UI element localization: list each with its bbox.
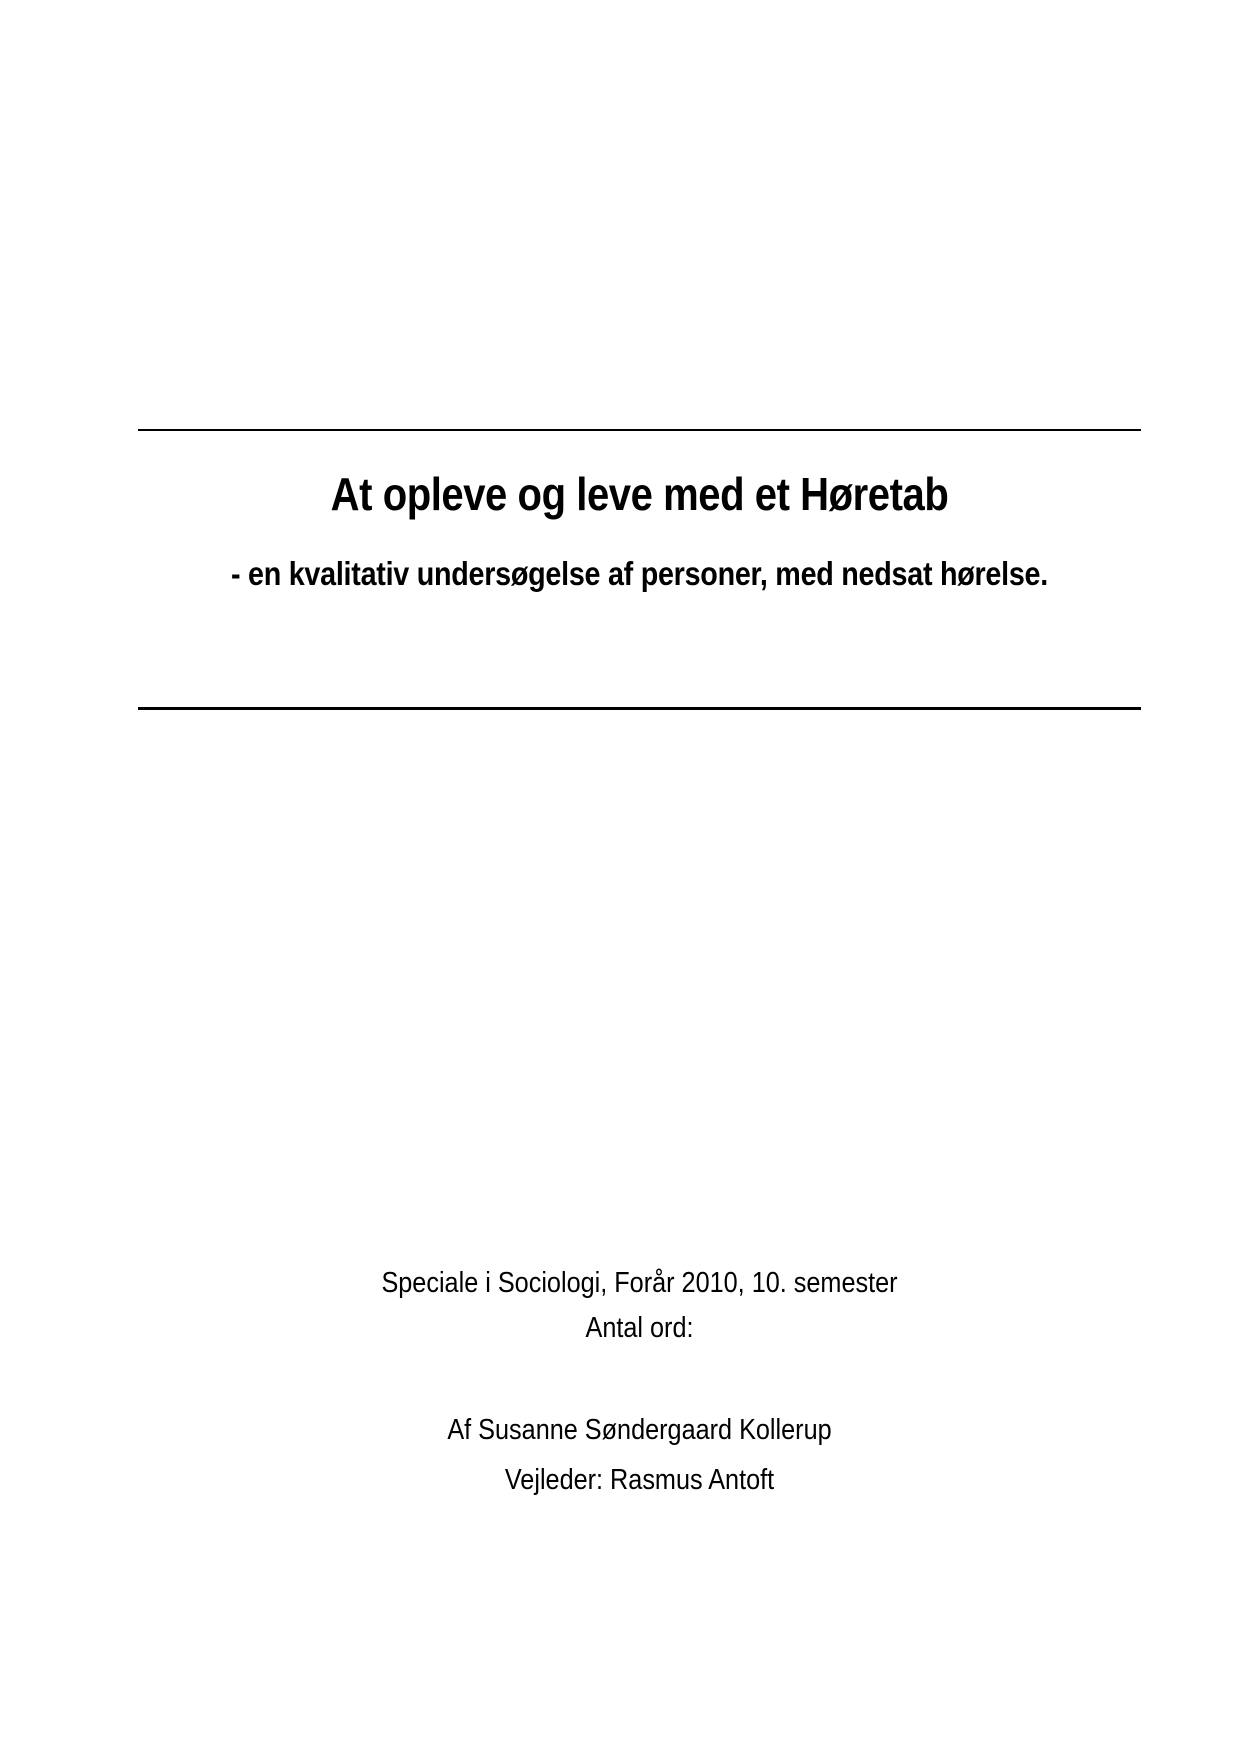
word-count-label: Antal ord: xyxy=(585,1312,694,1344)
title-divider-top xyxy=(138,429,1141,431)
document-subtitle: - en kvalitativ undersøgelse af personer, med nedsat hørelse. xyxy=(231,555,1048,592)
author-line: Af Susanne Søndergaard Kollerup xyxy=(447,1414,832,1446)
program-info-line: Speciale i Sociologi, Forår 2010, 10. semester xyxy=(381,1267,898,1299)
title-divider-bottom xyxy=(138,707,1141,710)
supervisor-line: Vejleder: Rasmus Antoft xyxy=(504,1464,775,1496)
document-title: At opleve og leve med et Høretab xyxy=(330,468,949,520)
